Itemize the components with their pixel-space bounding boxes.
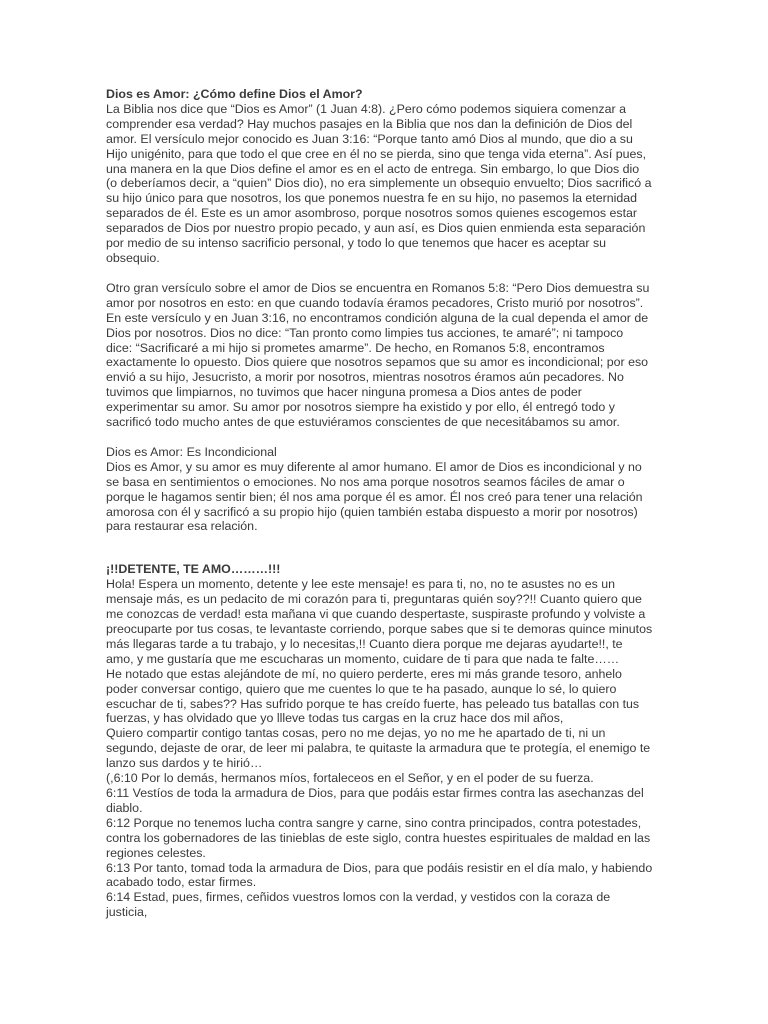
paragraph-romanos: Otro gran versículo sobre el amor de Dios se encuentra en Romanos 5:8: “Pero Dios demuestra su amor por nosotros en esto: en que cuando todavía éramos pecadores, Cristo murió por nosotros”. En este versículo y en Juan 3:16, no encontramos condición alguna de la cual dependa el amor de Dios por nosotros. Dios no dice: “Tan pronto como limpies tus acciones, te amaré”; ni tampoco dice: “Sacrificaré a mi hijo si prometes amarme”. De hecho, en Romanos 5:8, encontramos exactamente lo opuesto. Dios quiere que nosotros sepamos que su amor es incondicional; por eso envió a su hijo, Jesucristo, a morir por nosotros, mientras nosotros éramos aún pecadores. No tuvimos que limpiarnos, no tuvimos que hacer ninguna promesa a Dios antes de poder experimentar su amor. Su amor por nosotros siempre ha existido y por ello, él entregó todo y sacrificó todo mucho antes de que estuviéramos conscientes de que necesitábamos su amor. (106, 280, 650, 430)
paragraph-gap (106, 430, 666, 445)
paragraph-mensaje: Hola! Espera un momento, detente y lee este mensaje! es para ti, no, no te asustes no es un mensaje más, es un pedacito de mi corazón para ti, preguntaras quién soy??!! Cuanto quiero que me conozcas de verdad! esta mañana vi que cuando despertaste, suspiraste profundo y volviste a preocuparte por tus cosas, te levantaste corriendo, porque sabes que si te demoras quince minutos más llegaras tarde a tu trabajo, y lo necesitas,!! Cuanto diera porque me dejaras ayudarte!!, te amo, y me gustaría que me escucharas un momento, cuidare de ti para que nada te falte…… He notado que estas alejándote de mí, no quiero perderte, eres mi más grande tesoro, anhelo poder conversar contigo, quiero que me cuentes lo que te ha pasado, aunque lo sé, lo quiero escuchar de ti, sabes?? Has sufrido porque te has creído fuerte, has peleado tus batallas con tus fuerzas, y has olvidado que yo llleve todas tus cargas en la cruz hace dos mil años, Quiero compartir contigo tantas cosas, pero no me dejas, yo no me he apartado de ti, ni un segundo, dejaste de orar, de leer mi palabra, te quitaste la armadura que te protegía, el enemigo te lanzo sus dardos y te hirió… (,6:10 Por lo demás, hermanos míos, fortaleceos en el Señor, y en el poder de su fuerza. 6:11 Vestíos de toda la armadura de Dios, para que podáis estar firmes contra las asechanzas del diablo. 6:12 Porque no tenemos lucha contra sangre y carne, sino contra principados, contra potestades, contra los gobernadores de las tinieblas de este siglo, contra huestes espirituales de maldad en las regiones celestes. 6:13 Por tanto, tomad toda la armadura de Dios, para que podáis resistir en el día malo, y habiendo acabado todo, estar firmes. 6:14 Estad, pues, firmes, ceñidos vuestros lomos con la verdad, y vestidos con la coraza de justicia, (106, 577, 653, 920)
section-title-incondicional: Dios es Amor: Es Incondicional (106, 444, 277, 459)
paragraph-gap (106, 266, 666, 281)
document-page (106, 87, 666, 920)
paragraph-definicion-amor: La Biblia nos dice que “Dios es Amor” (1 Juan 4:8). ¿Pero cómo podemos siquiera comenzar a comprender esa verdad? Hay muchos pasajes en la Biblia que nos dan la definición de Dios del amor. El versículo mejor conocido es Juan 3:16: “Porque tanto amó Dios al mundo, que dio a su Hijo unigénito, para que todo el que cree en él no se pierda, sino que tenga vida eterna”. Así pues, una manera en la que Dios define el amor es en el acto de entrega. Sin embargo, lo que Dios dio (o deberíamos decir, a “quien” Dios dio), no era simplemente un obsequio envuelto; Dios sacrificó a su hijo único para que nosotros, los que ponemos nuestra fe en su hijo, no pasemos la eternidad separados de él. Este es un amor asombroso, porque nosotros somos quienes escogemos estar separados de Dios por nuestro propio pecado, y aun así, es Dios quien enmienda esta separación por medio de su intenso sacrificio personal, y todo lo que tenemos que hacer es aceptar su obsequio. (106, 101, 652, 265)
section-title-detente: ¡!!DETENTE, TE AMO………!!! (106, 562, 281, 577)
paragraph-gap (106, 534, 666, 562)
paragraph-incondicional: Dios es Amor, y su amor es muy diferente al amor humano. El amor de Dios es incondicional y no se basa en sentimientos o emociones. No nos ama porque nosotros seamos fáciles de amar o porque le hagamos sentir bien; él nos ama porque él es amor. Él nos creó para tener una relación amorosa con él y sacrificó a su propio hijo (quien también estaba dispuesto a morir por nosotros) para restaurar esa relación. (106, 459, 643, 534)
section-title-dios-es-amor: Dios es Amor: ¿Cómo define Dios el Amor? (106, 87, 363, 101)
